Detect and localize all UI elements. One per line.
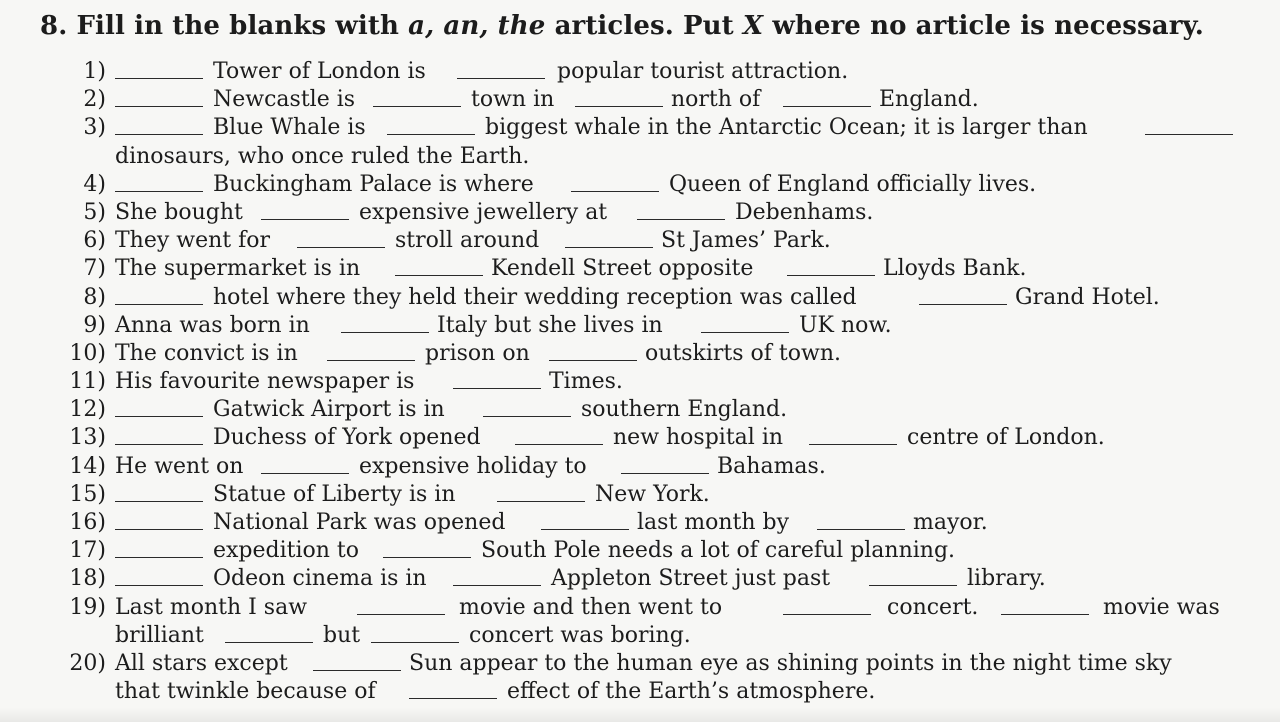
item-text: Lloyds Bank. bbox=[883, 256, 1027, 282]
item-text: expensive holiday to bbox=[359, 453, 587, 479]
item-text: expensive jewellery at bbox=[359, 199, 608, 225]
item-number: 19) bbox=[69, 594, 106, 620]
answer-blank[interactable] bbox=[115, 284, 203, 305]
answer-blank[interactable] bbox=[409, 678, 497, 699]
item-text: Queen of England officially lives. bbox=[669, 171, 1037, 197]
answer-blank[interactable] bbox=[869, 565, 957, 586]
answer-blank[interactable] bbox=[575, 86, 663, 107]
item-text: England. bbox=[879, 87, 979, 113]
answer-blank[interactable] bbox=[115, 171, 203, 192]
answer-blank[interactable] bbox=[787, 255, 875, 276]
answer-blank[interactable] bbox=[373, 86, 461, 107]
item-text: Grand Hotel. bbox=[1015, 284, 1160, 310]
item-text: that twinkle because of bbox=[115, 679, 376, 705]
answer-blank[interactable] bbox=[115, 537, 203, 558]
answer-blank[interactable] bbox=[115, 481, 203, 502]
item-text: Newcastle is bbox=[213, 87, 356, 113]
list-item bbox=[60, 594, 1260, 622]
item-text: National Park was opened bbox=[213, 510, 506, 535]
list-item bbox=[60, 481, 1260, 509]
item-text: Gatwick Airport is in bbox=[213, 397, 445, 423]
item-number: 11) bbox=[69, 369, 106, 395]
item-text: Odeon cinema is in bbox=[213, 566, 427, 592]
answer-blank[interactable] bbox=[395, 255, 483, 276]
item-text: Appleton Street just past bbox=[551, 566, 831, 592]
item-text: The supermarket is in bbox=[115, 256, 361, 282]
item-number: 4) bbox=[83, 171, 106, 197]
item-text: Duchess of York opened bbox=[213, 425, 481, 451]
answer-blank[interactable] bbox=[261, 453, 349, 474]
list-item bbox=[60, 650, 1260, 678]
list-item bbox=[60, 396, 1260, 424]
answer-blank[interactable] bbox=[341, 312, 429, 333]
item-text: last month by bbox=[637, 510, 790, 535]
item-text: concert. bbox=[887, 594, 979, 620]
answer-blank[interactable] bbox=[225, 622, 313, 643]
answer-blank[interactable] bbox=[783, 86, 871, 107]
item-text: Anna was born in bbox=[115, 312, 310, 338]
answer-blank[interactable] bbox=[115, 114, 203, 135]
answer-blank[interactable] bbox=[483, 396, 571, 417]
item-number: 14) bbox=[69, 453, 106, 479]
list-item bbox=[60, 565, 1260, 593]
answer-blank[interactable] bbox=[313, 650, 401, 671]
item-text: effect of the Earth’s atmosphere. bbox=[507, 679, 876, 705]
item-number: 3) bbox=[83, 115, 106, 141]
answer-blank[interactable] bbox=[115, 565, 203, 586]
list-item bbox=[60, 340, 1260, 368]
item-text: hotel where they held their wedding reception was called bbox=[213, 284, 857, 310]
answer-blank[interactable] bbox=[387, 114, 475, 135]
item-text: Blue Whale is bbox=[213, 115, 366, 141]
article-a: a, bbox=[408, 11, 435, 41]
item-text: He went on bbox=[115, 453, 244, 479]
item-number: 9) bbox=[83, 312, 106, 338]
item-number: 1) bbox=[83, 59, 106, 84]
item-text: Tower of London is bbox=[213, 59, 426, 84]
item-text: library. bbox=[967, 566, 1046, 592]
item-text: Bahamas. bbox=[717, 453, 826, 479]
item-text: All stars except bbox=[115, 650, 288, 676]
answer-blank[interactable] bbox=[457, 58, 545, 79]
answer-blank[interactable] bbox=[1145, 114, 1233, 135]
item-number: 15) bbox=[69, 481, 106, 507]
item-text: Kendell Street opposite bbox=[491, 256, 754, 282]
item-text: movie was bbox=[1103, 594, 1220, 620]
item-text: but bbox=[323, 622, 361, 648]
list-item bbox=[60, 509, 1260, 537]
item-text: expedition to bbox=[213, 538, 360, 564]
item-number: 18) bbox=[69, 566, 106, 592]
exercise-number: 8. bbox=[40, 11, 68, 41]
item-text: His favourite newspaper is bbox=[115, 369, 415, 395]
item-text: Buckingham Palace is where bbox=[213, 171, 534, 197]
item-text: Last month I saw bbox=[115, 594, 308, 620]
item-text: town in bbox=[471, 87, 555, 113]
list-item-continuation bbox=[60, 678, 1260, 706]
answer-blank[interactable] bbox=[115, 509, 203, 530]
answer-blank[interactable] bbox=[115, 86, 203, 107]
list-item-continuation bbox=[60, 622, 1260, 650]
instruction-text-2: articles. Put bbox=[554, 11, 734, 41]
answer-blank[interactable] bbox=[783, 594, 871, 615]
item-text: outskirts of town. bbox=[645, 340, 842, 366]
answer-blank[interactable] bbox=[453, 368, 541, 389]
answer-blank[interactable] bbox=[621, 453, 709, 474]
answer-blank[interactable] bbox=[357, 594, 445, 615]
item-text: concert was boring. bbox=[469, 622, 691, 648]
item-number: 2) bbox=[83, 87, 106, 113]
item-number: 7) bbox=[83, 256, 106, 282]
item-text: southern England. bbox=[581, 397, 788, 423]
item-number: 20) bbox=[69, 650, 106, 676]
item-number: 13) bbox=[69, 425, 106, 451]
answer-blank[interactable] bbox=[549, 340, 637, 361]
instruction-text-3: where no article is necessary. bbox=[772, 11, 1204, 41]
item-text: Italy but she lives in bbox=[437, 312, 663, 338]
item-number: 17) bbox=[69, 538, 106, 564]
answer-blank[interactable] bbox=[701, 312, 789, 333]
item-text: dinosaurs, who once ruled the Earth. bbox=[115, 143, 530, 169]
answer-blank[interactable] bbox=[115, 58, 203, 79]
item-text: South Pole needs a lot of careful planning. bbox=[481, 538, 956, 564]
answer-blank[interactable] bbox=[383, 537, 471, 558]
item-text: popular tourist attraction. bbox=[557, 59, 849, 84]
item-number: 10) bbox=[69, 340, 106, 366]
exercise-list bbox=[60, 58, 1260, 706]
answer-blank[interactable] bbox=[1001, 594, 1089, 615]
answer-blank[interactable] bbox=[297, 227, 385, 248]
item-text: prison on bbox=[425, 340, 530, 366]
answer-blank[interactable] bbox=[115, 396, 203, 417]
instruction-text: Fill in the blanks with bbox=[76, 11, 399, 41]
answer-blank[interactable] bbox=[371, 622, 459, 643]
item-number: 6) bbox=[83, 228, 106, 254]
item-text: UK now. bbox=[799, 312, 892, 338]
answer-blank[interactable] bbox=[115, 424, 203, 445]
item-text: Debenhams. bbox=[735, 199, 874, 225]
answer-blank[interactable] bbox=[327, 340, 415, 361]
item-text: brilliant bbox=[115, 622, 204, 648]
answer-blank[interactable] bbox=[261, 199, 349, 220]
answer-blank[interactable] bbox=[919, 284, 1007, 305]
answer-blank[interactable] bbox=[809, 424, 897, 445]
item-text: biggest whale in the Antarctic Ocean; it is larger than bbox=[485, 115, 1088, 141]
item-text: New York. bbox=[595, 481, 710, 507]
list-item-continuation bbox=[60, 143, 1260, 171]
item-text: The convict is in bbox=[115, 340, 298, 366]
list-item bbox=[60, 312, 1260, 340]
answer-blank[interactable] bbox=[497, 481, 585, 502]
list-item bbox=[60, 199, 1260, 227]
item-number: 16) bbox=[69, 510, 106, 535]
list-item bbox=[60, 368, 1260, 396]
item-text: St James’ Park. bbox=[661, 228, 831, 254]
item-text: north of bbox=[671, 87, 761, 113]
item-text: centre of London. bbox=[907, 425, 1105, 451]
list-item bbox=[60, 86, 1260, 114]
item-text: They went for bbox=[115, 228, 271, 254]
list-item bbox=[60, 114, 1260, 142]
answer-blank[interactable] bbox=[817, 509, 905, 530]
list-item bbox=[60, 58, 1260, 86]
item-text: new hospital in bbox=[613, 425, 784, 451]
item-text: movie and then went to bbox=[459, 594, 723, 620]
article-an: an, bbox=[443, 11, 489, 41]
item-number: 12) bbox=[69, 397, 106, 423]
item-number: 8) bbox=[83, 284, 106, 310]
list-item bbox=[60, 537, 1260, 565]
answer-blank[interactable] bbox=[515, 424, 603, 445]
item-text: mayor. bbox=[913, 510, 988, 535]
list-item bbox=[60, 453, 1260, 481]
list-item bbox=[60, 171, 1260, 199]
item-text: Sun appear to the human eye as shining points in the night time sky bbox=[409, 650, 1172, 676]
x-mark: X bbox=[742, 11, 764, 41]
list-item bbox=[60, 284, 1260, 312]
article-the: the bbox=[497, 11, 546, 41]
answer-blank[interactable] bbox=[453, 565, 541, 586]
page-edge-shadow bbox=[0, 708, 1280, 722]
exercise-title bbox=[40, 11, 1204, 41]
answer-blank[interactable] bbox=[565, 227, 653, 248]
list-item bbox=[60, 255, 1260, 283]
answer-blank[interactable] bbox=[571, 171, 659, 192]
answer-blank[interactable] bbox=[637, 199, 725, 220]
list-item bbox=[60, 227, 1260, 255]
answer-blank[interactable] bbox=[541, 509, 629, 530]
list-item bbox=[60, 424, 1260, 452]
item-text: Times. bbox=[549, 369, 623, 395]
item-number: 5) bbox=[83, 199, 106, 225]
item-text: She bought bbox=[115, 199, 243, 225]
item-text: Statue of Liberty is in bbox=[213, 481, 456, 507]
item-text: stroll around bbox=[395, 228, 540, 254]
